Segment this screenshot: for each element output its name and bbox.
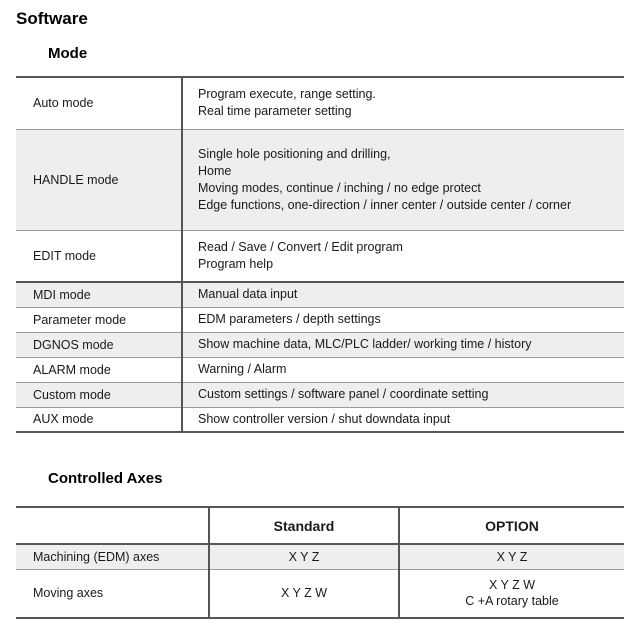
mode-row: [16, 357, 624, 382]
axes-header-standard: Standard: [209, 507, 399, 544]
axes-row: [16, 569, 624, 618]
mode-name: MDI mode: [16, 282, 182, 307]
mode-desc: Program execute, range setting. Real time parameter setting: [182, 77, 624, 129]
axes-label: Machining (EDM) axes: [16, 544, 209, 569]
mode-row: [16, 282, 624, 307]
mode-row: [16, 307, 624, 332]
mode-row: [16, 407, 624, 432]
axes-option: X Y Z W C +A rotary table: [399, 569, 624, 618]
mode-desc: Show machine data, MLC/PLC ladder/ working time / history: [182, 332, 624, 357]
mode-table: [16, 76, 624, 433]
axes-row: [16, 544, 624, 569]
mode-desc: Read / Save / Convert / Edit program Program help: [182, 230, 624, 282]
axes-header-blank: [16, 507, 209, 544]
mode-row: [16, 332, 624, 357]
software-heading: Software: [16, 9, 88, 28]
axes-header-row: [16, 507, 624, 544]
mode-heading: Mode: [48, 45, 88, 62]
axes-standard: X Y Z: [209, 544, 399, 569]
axes-table: [16, 506, 624, 619]
axes-standard: X Y Z W: [209, 569, 399, 618]
mode-name: Custom mode: [16, 382, 182, 407]
axes-label: Moving axes: [16, 569, 209, 618]
mode-desc: Manual data input: [182, 282, 624, 307]
mode-desc: Custom settings / software panel / coordinate setting: [182, 382, 624, 407]
mode-name: DGNOS mode: [16, 332, 182, 357]
controlled-axes-heading: Controlled Axes: [48, 470, 163, 487]
mode-name: AUX mode: [16, 407, 182, 432]
mode-row: [16, 382, 624, 407]
mode-name: HANDLE mode: [16, 129, 182, 230]
mode-desc: Single hole positioning and drilling, Home Moving modes, continue / inching / no edge protect Edge functions, one-direction / inner center / outside center / corner: [182, 129, 624, 230]
mode-row: [16, 129, 624, 230]
mode-name: Auto mode: [16, 77, 182, 129]
axes-header-option: OPTION: [399, 507, 624, 544]
mode-row: [16, 77, 624, 129]
mode-name: EDIT mode: [16, 230, 182, 282]
mode-name: ALARM mode: [16, 357, 182, 382]
mode-desc: EDM parameters / depth settings: [182, 307, 624, 332]
axes-option: X Y Z: [399, 544, 624, 569]
mode-name: Parameter mode: [16, 307, 182, 332]
mode-row: [16, 230, 624, 282]
mode-desc: Show controller version / shut downdata input: [198, 411, 451, 426]
mode-desc: Warning / Alarm: [182, 357, 624, 382]
